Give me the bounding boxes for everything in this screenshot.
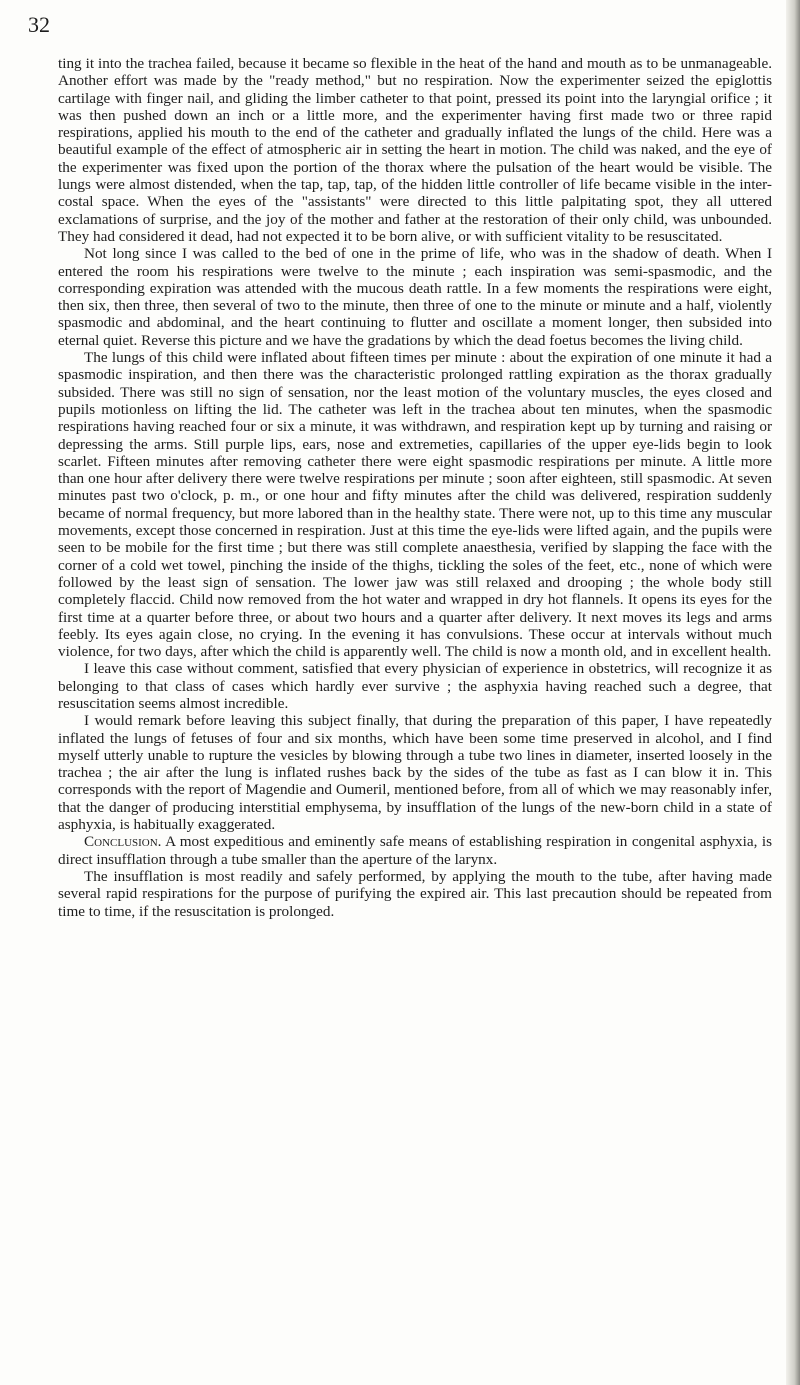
paragraph-5: I would remark before leaving this subject finally, that during the preparation of this paper, I have repeatedly inflated the lungs of fetuses of four and six months, which have been some time preserved in alcohol, and I find myself utterly unable to rupture the vesicles by blowing through a tube two lines in diameter, inserted loosely in the trachea ; the air after the lung is inflated rushes back by the sides of the tube as fast as I can blow it in. This corresponds with the report of Magendie and Oumeril, mentioned before, from all of which we may reasonably infer, that the danger of producing interstitial emphysema, by insufflation of the lungs of the new-born child in a state of asphyxia, is habitually exaggerated. (58, 712, 772, 834)
page-number: 32 (28, 12, 50, 37)
paragraph-1: ting it into the trachea failed, because it became so flexible in the heat of the hand and mouth as to be unmanageable. Another effort was made by the "ready method," but no respiration. Now the experimenter seized the epiglottis cartilage with finger nail, and gliding the limber catheter to that point, pressed its point into the laryngial orifice ; it was then pushed down an inch or a little more, and the experimenter having first made two or three rapid respirations, applied his mouth to the end of the catheter and gradually inflated the lungs of the child. Here was a beautiful example of the effect of atmospheric air in setting the heart in motion. The child was naked, and the eye of the experimenter was fixed upon the portion of the thorax where the pulsation of the heart would be visible. The lungs were almost distended, when the tap, tap, tap, of the hidden little controller of life became visible in the inter-costal space. When the eyes of the "assistants" were directed to this little palpitating spot, they all uttered exclamations of surprise, and the joy of the mother and father at the restoration of their only child, was unbounded. They had considered it dead, had not expected it to be born alive, or with sufficient vitality to be resuscitated. (58, 55, 772, 245)
body-text (58, 55, 772, 920)
paragraph-7: The insufflation is most readily and safely performed, by applying the mouth to the tube, after having made several rapid respirations for the purpose of purifying the expired air. This last precaution should be repeated from time to time, if the resuscitation is prolonged. (58, 867, 772, 920)
paragraph-2: Not long since I was called to the bed of one in the prime of life, who was in the shadow of death. When I entered the room his respirations were twelve to the minute ; each inspiration was semi-spasmodic, and the corresponding expiration was attended with the mucous death rattle. In a few moments the respirations were eight, then six, then three, then several of two to the minute, then three of one to the minute or minute and a half, violently spasmodic and abdominal, and the heart continuing to flutter and oscillate a moment longer, then subsided into eternal quiet. Reverse this picture and we have the gradations by which the dead foetus becomes the living child. (58, 245, 772, 349)
conclusion-text: A most expeditious and eminently safe means of establishing respiration in congenital asphyxia, is direct insufflation through a tube smaller than the aperture of the larynx. (58, 833, 772, 868)
paragraph-3: The lungs of this child were inflated about fifteen times per minute : about the expiration of one minute it had a spasmodic inspiration, and then there was the characteristic prolonged rattling expiration as the thorax gradually subsided. There was still no sign of sensation, nor the least motion of the voluntary muscles, the eyes closed and pupils motionless on lifting the lid. The catheter was left in the trachea about ten minutes, when the spasmodic respirations having reached four or six a minute, it was withdrawn, and respiration kept up by turning and raising or depressing the arms. Still purple lips, ears, nose and extremeties, capillaries of the upper eye-lids begin to look scarlet. Fifteen minutes after removing catheter there were eight spasmodic respirations per minute. A little more than one hour after delivery there were twelve respirations per minute ; soon after eighteen, still spasmodic. At seven minutes past two o'clock, p. m., or one hour and fifty minutes after the child was delivered, respiration suddenly became of normal frequency, but more labored than in the healthy state. There were not, up to this time any muscular movements, except those concerned in respiration. Just at this time the eye-lids were lifted again, and the pupils were seen to be mobile for the first time ; but there was still complete anaesthesia, verified by slapping the face with the corner of a cold wet towel, pinching the inside of the thighs, tickling the soles of the feet, etc., none of which were followed by the least sign of sensation. The lower jaw was still relaxed and drooping ; the whole body still completely flaccid. Child now removed from the hot water and wrapped in dry hot flannels. It opens its eyes for the first time at a quarter before three, or about two hours and a quarter after delivery. It next moves its legs and arms feebly. Its eyes again close, no crying. In the evening it has convulsions. These occur at intervals without much violence, for two days, after which the child is apparently well. The child is now a month old, and in excellent health. (58, 349, 772, 661)
conclusion-label: Conclusion. (84, 833, 162, 851)
paragraph-6-conclusion (58, 833, 772, 868)
page-edge-shadow (786, 0, 800, 1385)
paragraph-4: I leave this case without comment, satisfied that every physician of experience in obstetrics, will recognize it as belonging to that class of cases which hardly ever survive ; the asphyxia having reached such a degree, that resuscitation seems almost incredible. (58, 660, 772, 712)
